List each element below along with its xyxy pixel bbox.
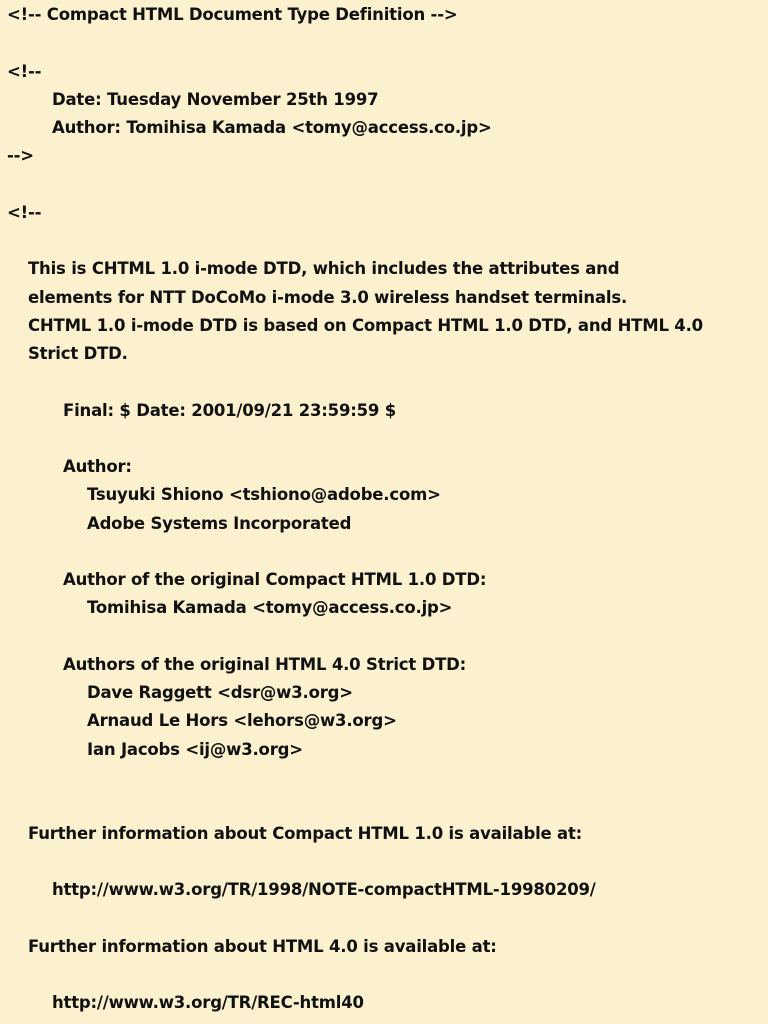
description-line: Strict DTD. <box>28 344 128 363</box>
comment-open: <!-- <box>7 62 42 81</box>
comment-open-2: <!-- <box>7 203 42 222</box>
author-heading: Author: <box>63 457 132 476</box>
further-html4-url: http://www.w3.org/TR/REC-html40 <box>52 993 364 1012</box>
original-chtml-heading: Author of the original Compact HTML 1.0 DTD: <box>63 570 487 589</box>
date-line: Date: Tuesday November 25th 1997 <box>52 90 379 109</box>
original-html4-author: Dave Raggett <dsr@w3.org> <box>87 683 353 702</box>
original-html4-author: Arnaud Le Hors <lehors@w3.org> <box>87 711 397 730</box>
author-company: Adobe Systems Incorporated <box>87 514 352 533</box>
comment-close: --> <box>7 146 34 165</box>
original-html4-author: Ian Jacobs <ij@w3.org> <box>87 740 303 759</box>
header-comment: <!-- Compact HTML Document Type Definition --> <box>7 5 458 24</box>
original-chtml-author: Tomihisa Kamada <tomy@access.co.jp> <box>87 598 453 617</box>
final-date-line: Final: $ Date: 2001/09/21 23:59:59 $ <box>63 401 397 420</box>
description-line: elements for NTT DoCoMo i-mode 3.0 wireless handset terminals. <box>28 288 628 307</box>
description-line: This is CHTML 1.0 i-mode DTD, which includes the attributes and <box>28 259 620 278</box>
original-html4-heading: Authors of the original HTML 4.0 Strict DTD: <box>63 655 467 674</box>
further-html4-text: Further information about HTML 4.0 is available at: <box>28 937 497 956</box>
author-line: Author: Tomihisa Kamada <tomy@access.co.jp> <box>52 118 492 137</box>
author-name: Tsuyuki Shiono <tshiono@adobe.com> <box>87 485 441 504</box>
further-chtml-text: Further information about Compact HTML 1.0 is available at: <box>28 824 583 843</box>
further-chtml-url: http://www.w3.org/TR/1998/NOTE-compactHTML-19980209/ <box>52 880 596 899</box>
description-line: CHTML 1.0 i-mode DTD is based on Compact HTML 1.0 DTD, and HTML 4.0 <box>28 316 703 335</box>
